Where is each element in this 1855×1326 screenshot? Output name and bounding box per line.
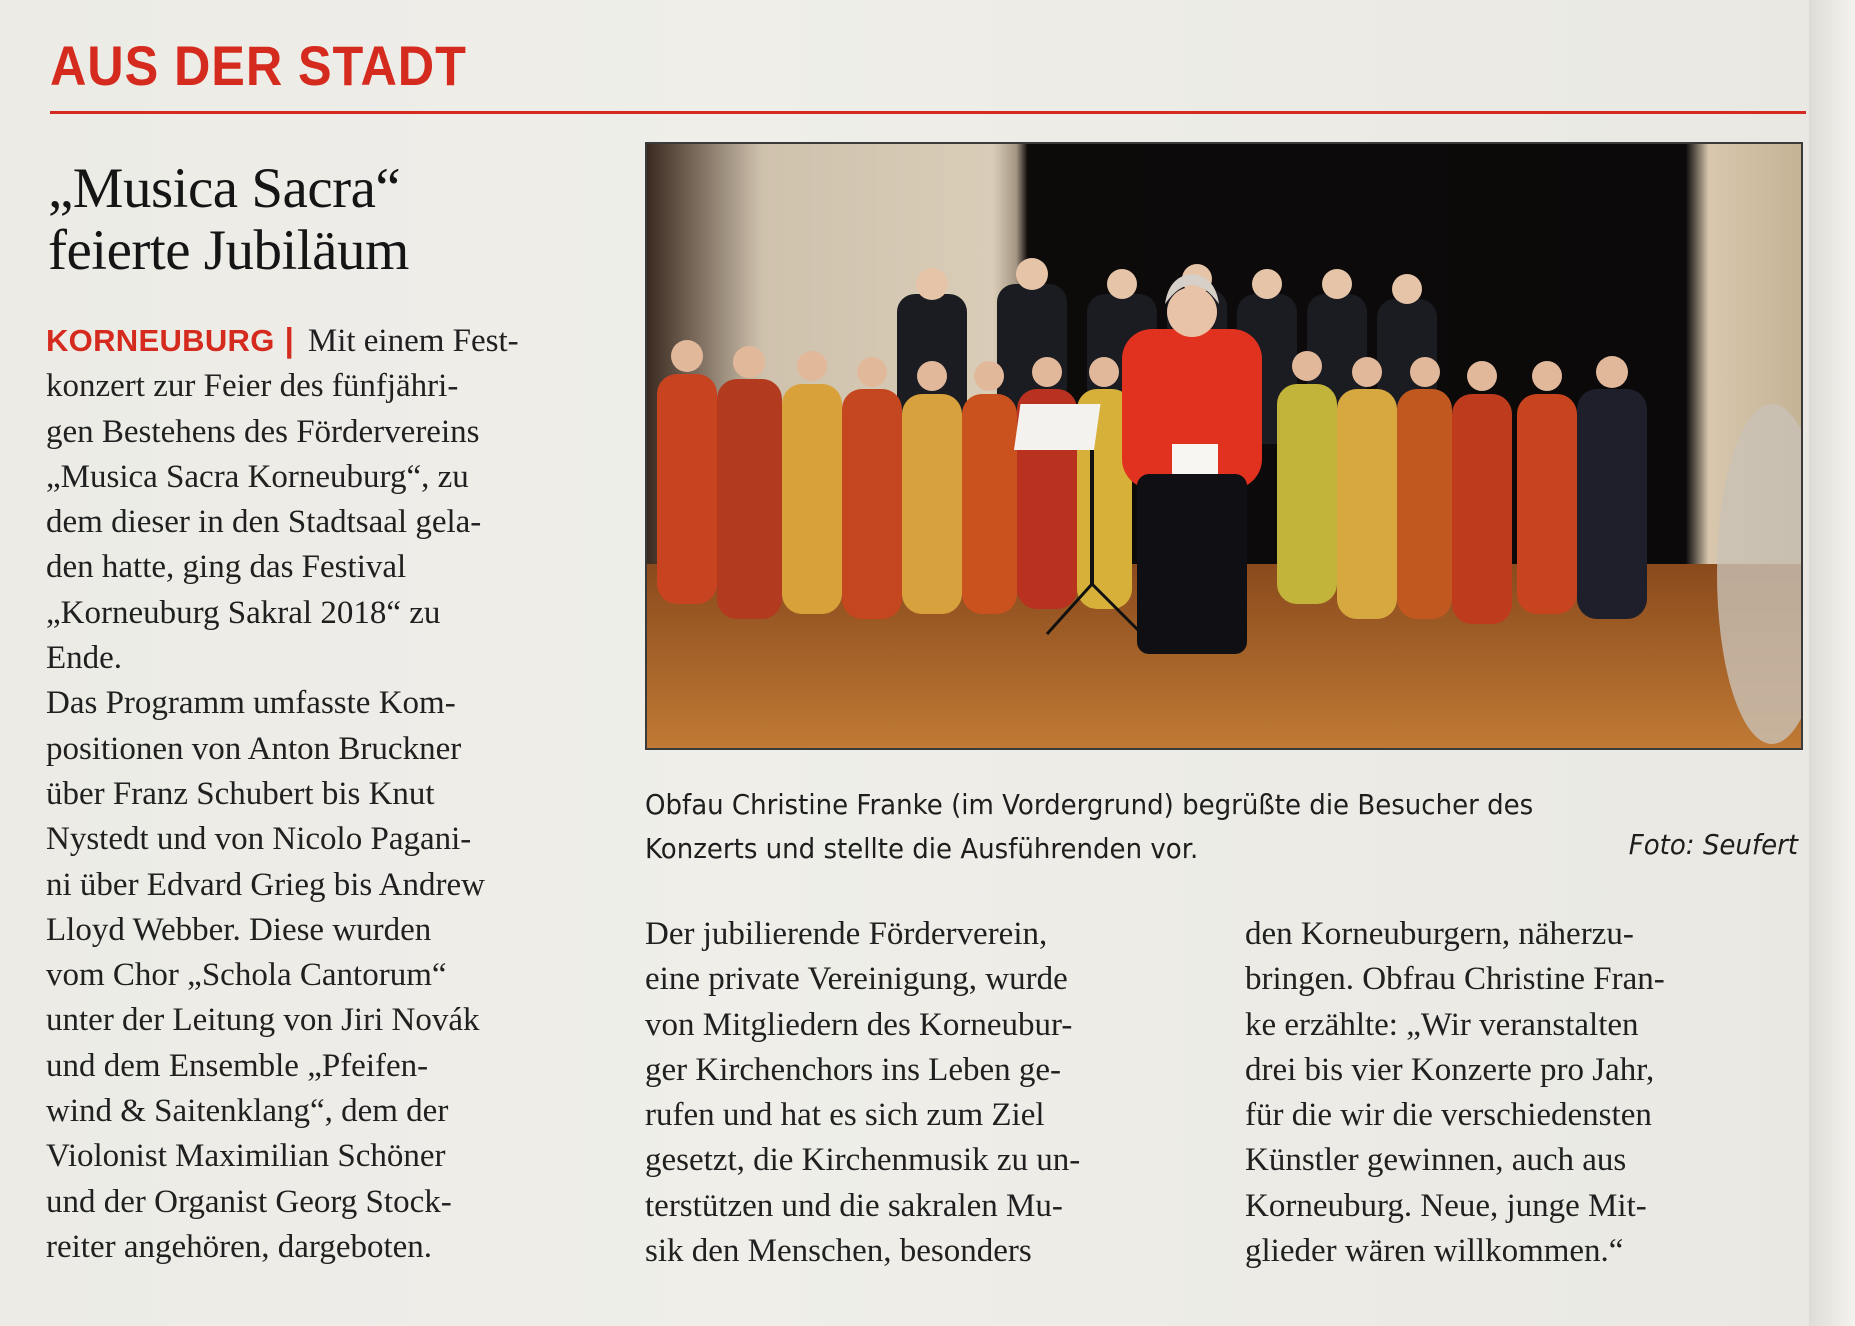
- article-text-line: den hatte, ging das Festival: [46, 549, 407, 586]
- article-column-3: [1245, 912, 1805, 1274]
- article-text-line: terstützen und die sakralen Mu-: [645, 1187, 1063, 1224]
- section-title: AUS DER STADT: [50, 34, 467, 97]
- article-text-line: Künstler gewinnen, auch aus: [1245, 1142, 1627, 1179]
- article-text-line: wind & Saitenklang“, dem der: [46, 1093, 449, 1130]
- kicker-separator: |: [284, 321, 294, 358]
- article-headline: [48, 158, 608, 282]
- article-text-line: Lloyd Webber. Diese wurden: [46, 911, 432, 948]
- photo-caption: [645, 783, 1724, 871]
- article-text-line: konzert zur Feier des fünfjähri-: [46, 368, 459, 405]
- caption-line: Konzerts und stellte die Ausführenden vor.: [645, 832, 1199, 865]
- article-text-line: und dem Ensemble „Pfeifen-: [46, 1047, 429, 1084]
- article-text-line: Das Programm umfasste Kom-: [46, 685, 456, 722]
- article-text-line: Violonist Maximilian Schöner: [46, 1138, 446, 1175]
- article-text-line: [46, 317, 606, 364]
- article-column-2: [645, 912, 1205, 1274]
- article-text-line: Korneuburg. Neue, junge Mit-: [1245, 1187, 1647, 1224]
- article-text-line: von Mitgliedern des Korneubur-: [645, 1006, 1073, 1043]
- article-text-line: unter der Leitung von Jiri Novák: [46, 1002, 480, 1039]
- article-text-line: reiter angehören, dargeboten.: [46, 1228, 433, 1265]
- article-text-line: „Korneuburg Sakral 2018“ zu: [46, 594, 441, 631]
- article-column-1: [46, 317, 606, 1270]
- caption-line: Obfau Christine Franke (im Vordergrund) begrüßte die Besucher des: [645, 788, 1534, 821]
- article-text-line: Nystedt und von Nicolo Pagani-: [46, 821, 472, 858]
- article-text-line: gesetzt, die Kirchenmusik zu un-: [645, 1142, 1081, 1179]
- article-text-line: Ende.: [46, 640, 123, 677]
- article-text-line: glieder wären willkommen.“: [1245, 1233, 1624, 1270]
- page-edge: [1809, 0, 1855, 1326]
- article-text-line: sik den Menschen, besonders: [645, 1233, 1032, 1270]
- choir-photo-illustration: [647, 144, 1801, 748]
- article-text-line: rufen und hat es sich zum Ziel: [645, 1097, 1045, 1134]
- article-text-line: bringen. Obfrau Christine Fran-: [1245, 961, 1665, 998]
- article-text-line: und der Organist Georg Stock-: [46, 1183, 452, 1220]
- article-text-line: positionen von Anton Bruckner: [46, 730, 462, 767]
- article-text-line: den Korneuburgern, näherzu-: [1245, 916, 1634, 952]
- article-text-line: „Musica Sacra Korneuburg“, zu: [46, 458, 469, 495]
- headline-line: „Musica Sacra“: [48, 157, 401, 220]
- article-text-line: über Franz Schubert bis Knut: [46, 775, 435, 812]
- article-text-line: ni über Edvard Grieg bis Andrew: [46, 866, 485, 903]
- article-text-line: eine private Vereinigung, wurde: [645, 961, 1068, 998]
- article-text-line: ger Kirchenchors ins Leben ge-: [645, 1051, 1061, 1088]
- article-kicker: KORNEUBURG: [46, 323, 275, 358]
- article-text-line: für die wir die verschiedensten: [1245, 1097, 1652, 1134]
- article-text-line: Der jubilierende Förderverein,: [645, 916, 1048, 952]
- photo-credit: Foto: Seufert: [1628, 828, 1798, 861]
- article-text-line: vom Chor „Schola Cantorum“: [46, 957, 447, 994]
- headline-line: feierte Jubiläum: [48, 219, 409, 282]
- article-text-line: dem dieser in den Stadtsaal gela-: [46, 504, 482, 541]
- section-rule: [50, 111, 1806, 114]
- article-photo: [645, 142, 1803, 750]
- article-text-line: gen Bestehens des Fördervereins: [46, 413, 480, 450]
- article-text-line: ke erzählte: „Wir veranstalten: [1245, 1006, 1639, 1043]
- article-text: Mit einem Fest-: [307, 323, 519, 359]
- article-text-line: drei bis vier Konzerte pro Jahr,: [1245, 1051, 1655, 1088]
